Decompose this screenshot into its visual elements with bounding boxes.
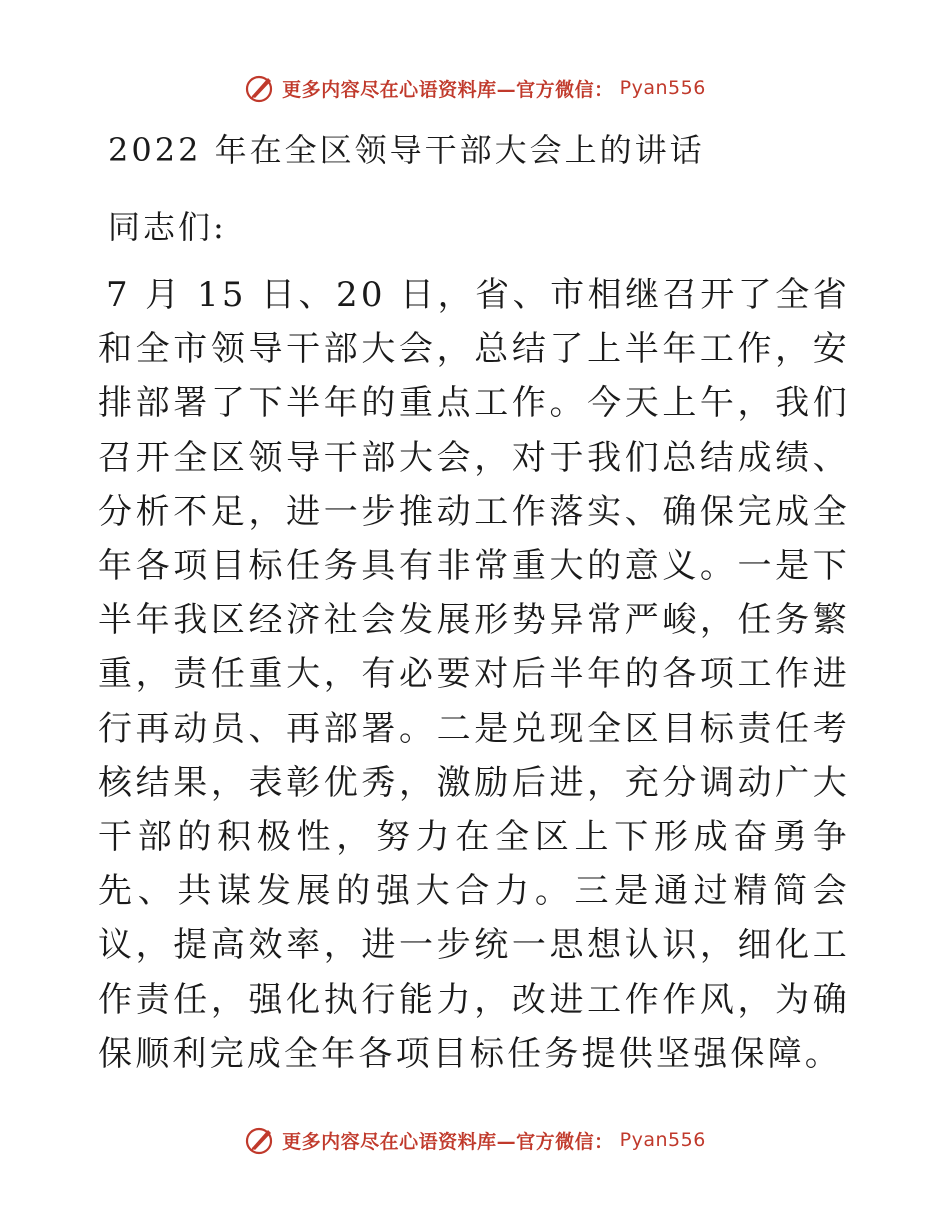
quill-logo-icon	[244, 1124, 276, 1156]
salutation: 同志们:	[108, 208, 227, 246]
banner-wechat-id: Pyan556	[619, 1129, 706, 1151]
body-paragraph: 7 月 15 日、20 日，省、市相继召开了全省和全市领导干部大会，总结了上半年工作，安排部署了下半年的重点工作。今天上午，我们召开全区领导干部大会，对于我们总结成绩、分析不足，进一步推动工作落实、确保完成全年各项目标任务具有非常重大的意义。一是下半年我区经济社会发展形势异常严峻，任务繁重，责任重大，有必要对后半年的各项工作进行再动员、再部署。二是兑现全区目标责任考核结果，表彰优秀，激励后进，充分调动广大干部的积极性，努力在全区上下形成奋勇争先、共谋发展的强大合力。三是通过精简会议，提高效率，进一步统一思想认识，细化工作责任，强化执行能力，改进工作作风，为确保顺利完成全年各项目标任务提供坚强保障。	[98, 275, 850, 1074]
banner-wechat-id: Pyan556	[619, 77, 706, 99]
footer-watermark-banner	[0, 1124, 950, 1156]
header-watermark-banner	[0, 72, 950, 104]
banner-text: 更多内容尽在心语资料库—官方微信：	[282, 78, 614, 101]
document-title: 2022 年在全区领导干部大会上的讲话	[108, 131, 705, 169]
banner-text: 更多内容尽在心语资料库—官方微信：	[282, 1130, 614, 1153]
quill-logo-icon	[244, 72, 276, 104]
